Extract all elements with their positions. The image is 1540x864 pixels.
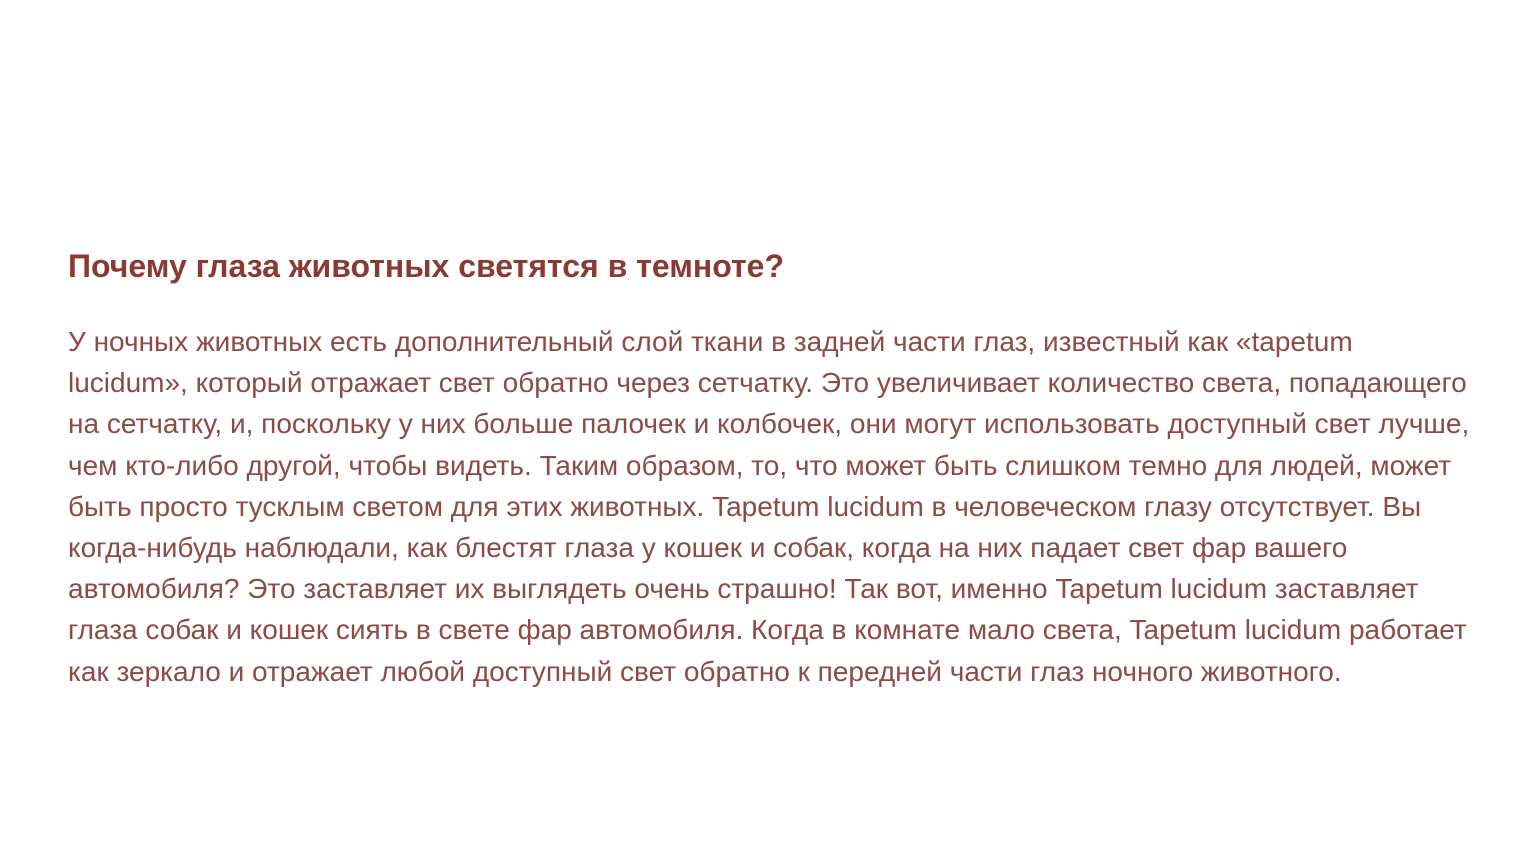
slide-title: Почему глаза животных светятся в темноте? [68,248,784,284]
slide-body-text: У ночных животных есть дополнительный слой ткани в задней части глаз, известный как «tapetum lucidum», который отражает свет обратно через сетчатку. Это увеличивает количество света, попадающего на сетчатку, и, поскольку у них больше палочек и колбочек, они могут использовать доступный свет лучше, чем кто-либо другой, чтобы видеть. Таким образом, то, что может быть слишком темно для людей, может быть просто тусклым светом для этих животных. Tapetum lucidum в человеческом глазу отсутствует. Вы когда-нибудь наблюдали, как блестят глаза у кошек и собак, когда на них падает свет фар вашего автомобиля? Это заставляет их выглядеть очень страшно! Так вот, именно Tapetum lucidum заставляет глаза собак и кошек сиять в свете фар автомобиля. Когда в комнате мало света, Tapetum lucidum работает как зеркало и отражает любой доступный свет обратно к передней части глаз ночного животного. [68,326,1470,687]
